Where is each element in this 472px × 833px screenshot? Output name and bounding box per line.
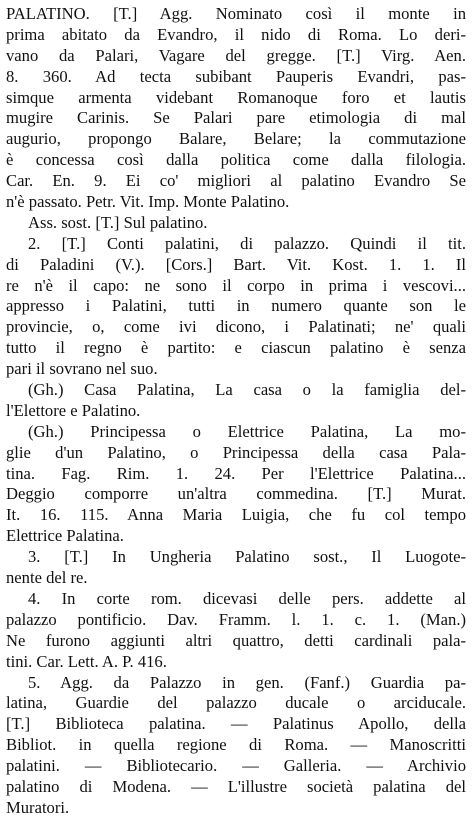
entry-line: Muratori. xyxy=(6,797,70,817)
entry-line: glie d'un Palatino, o Principessa della casa Pala- xyxy=(6,442,466,462)
entry-line: palazzo pontificio. Dav. Framm. l. 1. c. 1. (Man.) xyxy=(6,609,466,629)
entry-line: re n'è il capo: ne sono il corpo in prima i vescovi... xyxy=(6,275,466,295)
entry-line: Car. En. 9. Ei co' migliori al palatino Evandro Se xyxy=(6,171,466,191)
entry-line: provincie, o, come ivi dicono, i Palatinati; ne' quali xyxy=(6,317,466,337)
entry-line: palatino di Modena. — L'illustre società palatina del xyxy=(6,776,466,796)
entry-line: augurio, propongo Balare, Belare; la commutazione xyxy=(6,129,466,149)
entry-line: tini. Car. Lett. A. P. 416. xyxy=(6,651,167,671)
entry-line: PALATINO. [T.] Agg. Nominato così il monte in xyxy=(6,4,466,23)
entry-line: tutto il regno è partito: e ciascun palatino è senza xyxy=(6,338,466,358)
entry-line: è concessa così dalla politica come dalla filologia. xyxy=(6,150,466,170)
sense-3-line: 3. [T.] In Ungheria Palatino sost., Il Luogote- xyxy=(28,547,466,567)
entry-line: pari il sovrano nel suo. xyxy=(6,359,158,379)
entry-line: nente del re. xyxy=(6,568,88,588)
entry-line: It. 16. 115. Anna Maria Luigia, che fu col tempo xyxy=(6,505,466,525)
entry-line: l'Elettore e Palatino. xyxy=(6,400,141,420)
entry-line: tina. Fag. Rim. 1. 24. Per l'Elettrice Palatina... xyxy=(6,463,466,483)
entry-line: palatini. — Bibliotecario. — Galleria. — Archivio xyxy=(6,756,466,776)
entry-line: simque armenta videbant Romanoque foro et lautis xyxy=(6,87,466,107)
entry-line: appresso i Palatini, tutti in numero quante son le xyxy=(6,296,466,316)
entry-line: vano da Palari, Vagare del gregge. [T.] Virg. Aen. xyxy=(6,45,466,65)
sense-5-line: 5. Agg. da Palazzo in gen. (Fanf.) Guardia pa- xyxy=(28,672,466,692)
entry-line: mugire Carinis. Se Palari pare etimologia di mal xyxy=(6,108,466,128)
entry-line: 8. 360. Ad tecta subibant Pauperis Evandri, pas- xyxy=(6,66,466,86)
entry-line: Deggio comporre un'altra commedina. [T.] Murat. xyxy=(6,484,466,504)
sense-4-line: 4. In corte rom. dicevasi delle pers. addette al xyxy=(28,588,466,608)
entry-line: di Paladini (V.). [Cors.] Bart. Vit. Kost. 1. 1. Il xyxy=(6,254,466,274)
entry-line: (Gh.) Principessa o Elettrice Palatina, La mo- xyxy=(28,421,466,441)
entry-line: prima abitato da Evandro, il nido di Roma. Lo deri- xyxy=(6,24,466,44)
entry-line: Ass. sost. [T.] Sul palatino. xyxy=(28,212,208,232)
entry-line: Ne furono aggiunti altri quattro, detti cardinali pala- xyxy=(6,630,466,650)
entry-line: Bibliot. in quella regione di Roma. — Manoscritti xyxy=(6,735,466,755)
entry-line: latina, Guardie del palazzo ducale o arciducale. xyxy=(6,693,466,713)
entry-line: (Gh.) Casa Palatina, La casa o la famiglia del- xyxy=(28,380,466,400)
entry-line: [T.] Biblioteca palatina. — Palatinus Apollo, della xyxy=(6,714,466,734)
entry-line: n'è passato. Petr. Vit. Imp. Monte Palatino. xyxy=(6,192,290,212)
sense-2-line: 2. [T.] Conti palatini, di palazzo. Quindi il tit. xyxy=(28,233,466,253)
entry-line: Elettrice Palatina. xyxy=(6,526,124,546)
